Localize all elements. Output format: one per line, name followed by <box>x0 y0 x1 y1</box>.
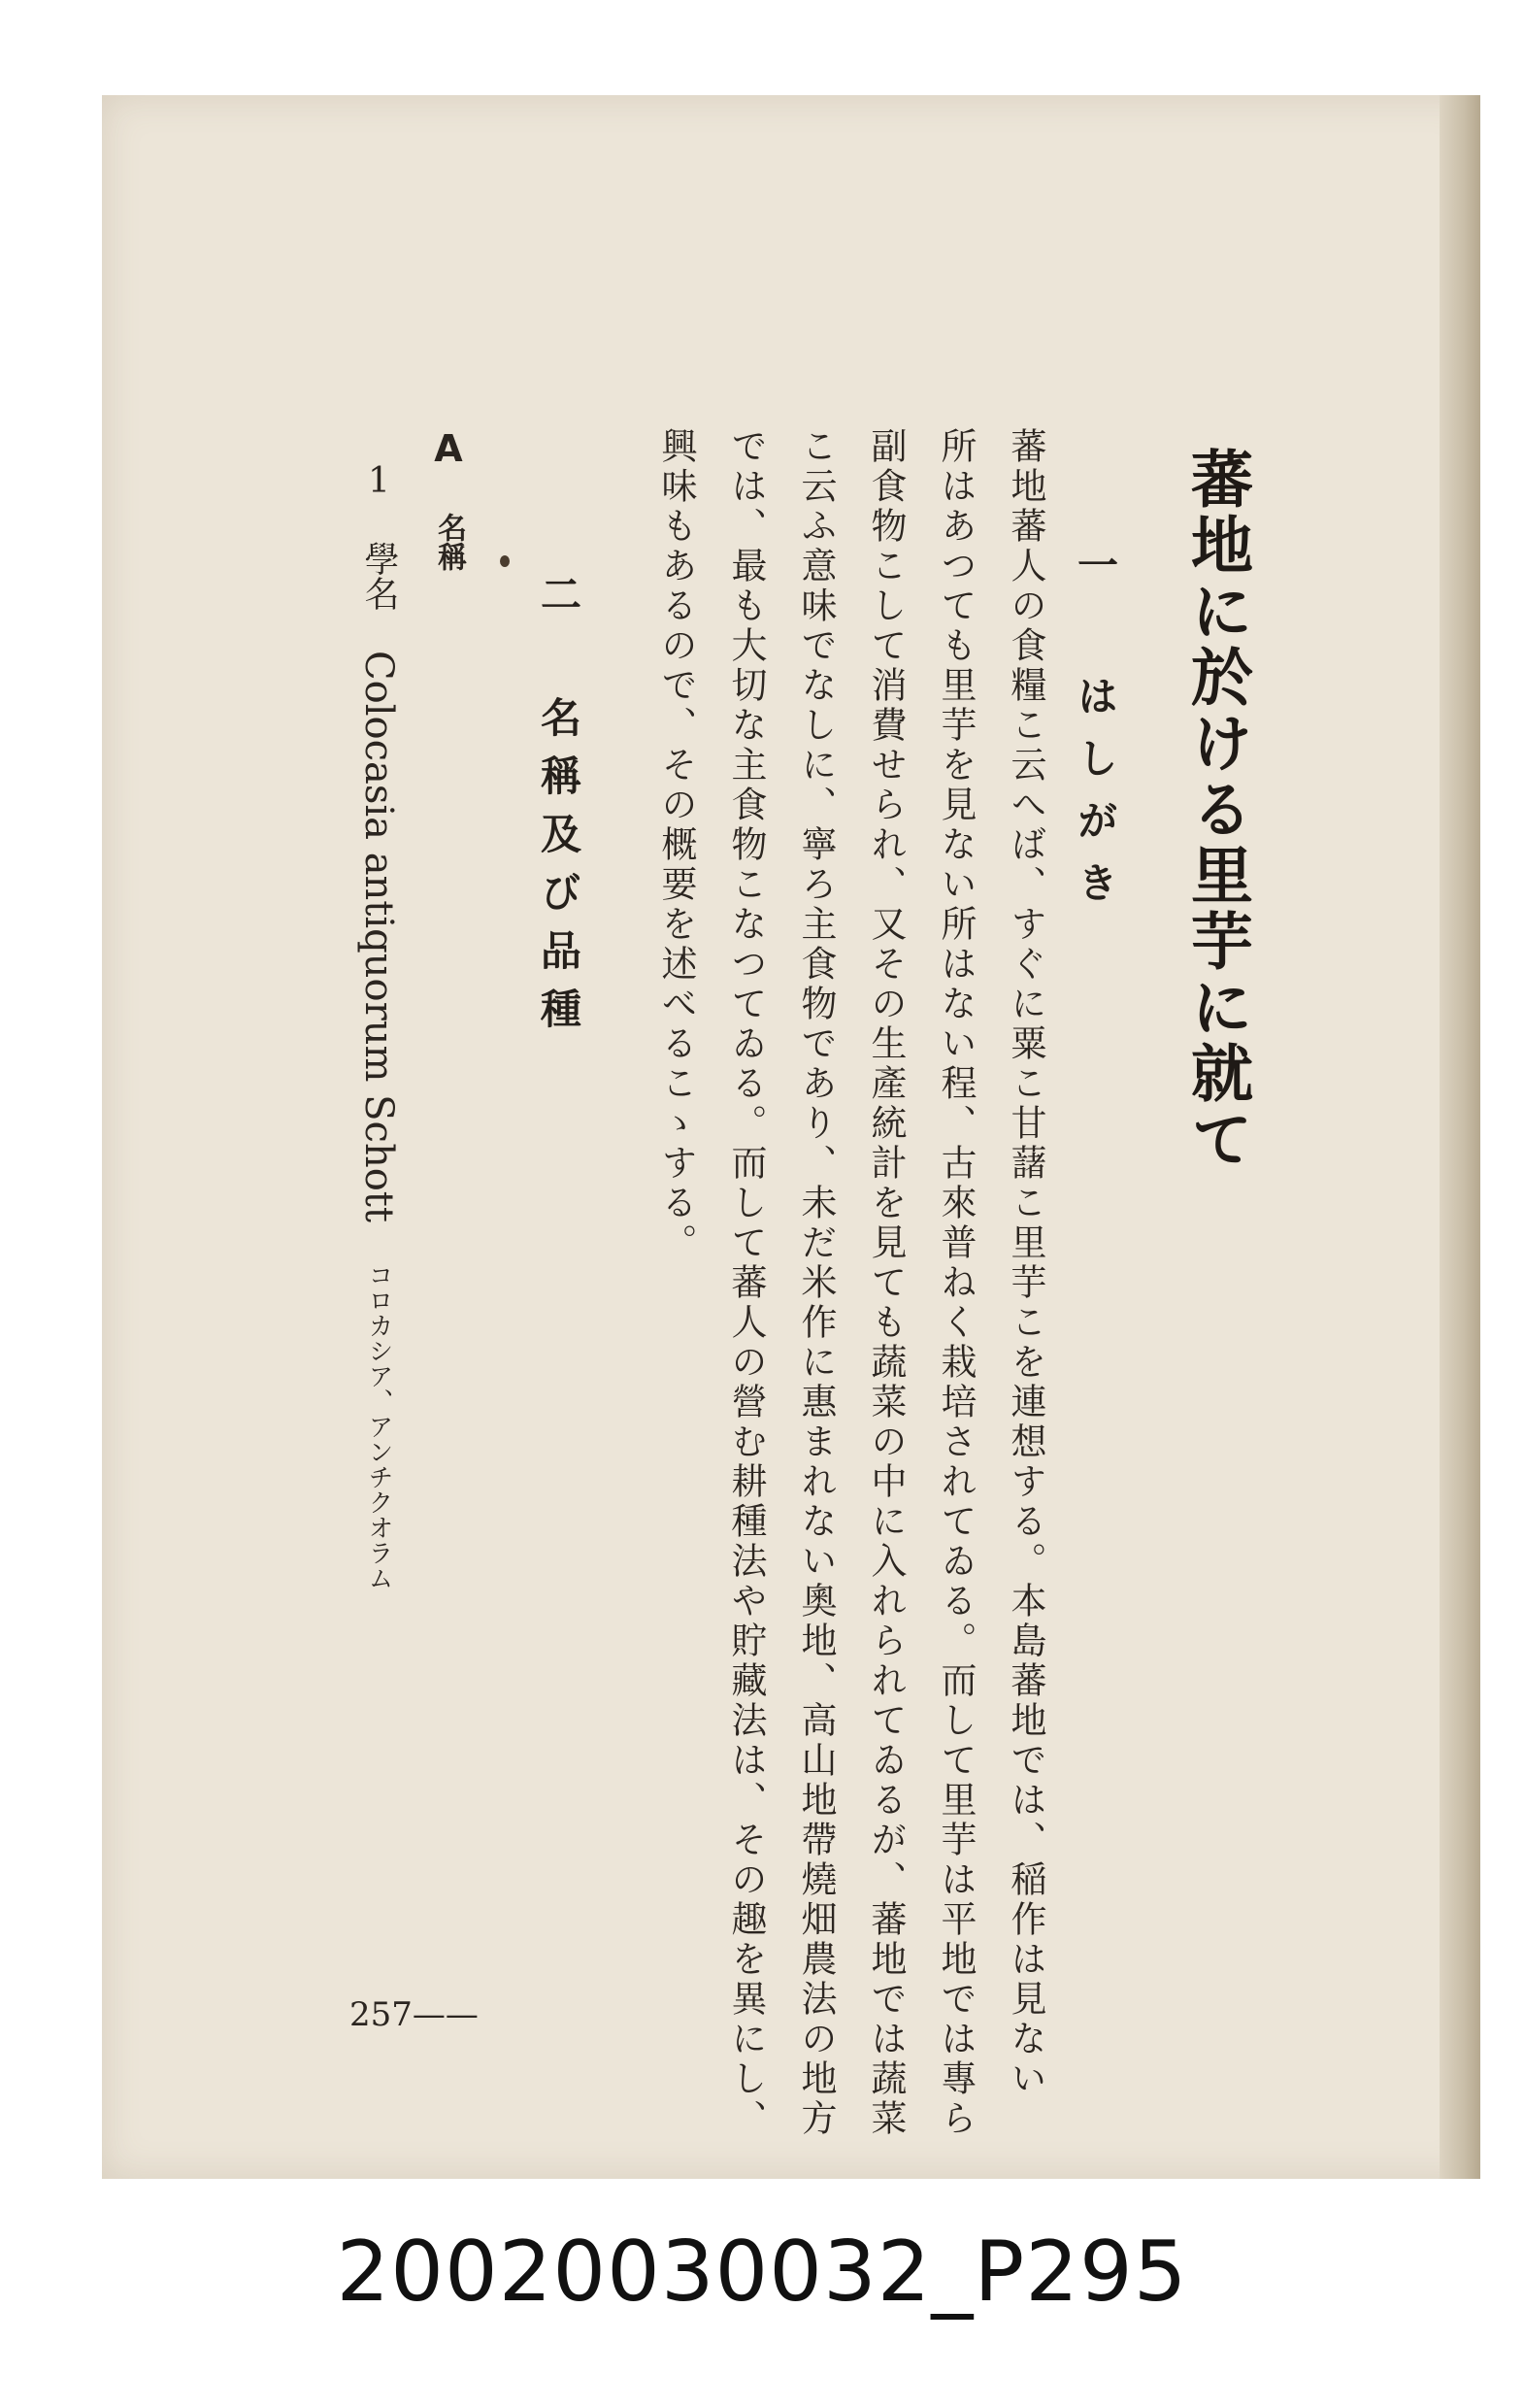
item-number: 1 <box>359 461 399 501</box>
item-scientific-name <box>354 461 404 1590</box>
body-line-3: 副食物こして消費せられ、又その生產統計を見ても蔬菜の中に入れられてゐるが、蕃地では蔬菜 <box>865 427 907 2139</box>
archive-id-caption: 20020030032_P295 <box>336 2224 1188 2321</box>
body-line-1: 蕃地蕃人の食糧こ云へば、すぐに粟こ甘藷こ里芋こを連想する。本島蕃地では、稲作は見ない <box>1005 427 1046 2099</box>
ink-dot <box>500 555 510 567</box>
subsection-label: 名稱 <box>432 513 466 571</box>
section-heading-intro: 一 はしがき <box>1072 544 1119 923</box>
body-line-5: では、最も大切な主食物こなつてゐる。而して蕃人の營む耕種法や貯藏法は、その趣を異にし、 <box>725 427 767 2139</box>
subsection-a <box>427 427 470 571</box>
latin-name: Colocasia antiquorum Schott <box>356 651 401 1222</box>
subsection-letter: A <box>427 427 470 470</box>
page-edge <box>1440 95 1480 2179</box>
body-line-6: 興味もあるので、その概要を述べるこゝする。 <box>655 427 697 1263</box>
page-number: 257—— <box>349 1995 479 2034</box>
item-label: 學名 <box>359 541 399 611</box>
section-heading-names: 二 名稱及び品種 <box>535 573 582 1046</box>
katakana-reading: コロカシア、アンチクオラム <box>364 1261 393 1590</box>
body-line-4: こ云ふ意味でなしに、寧ろ主食物であり、未だ米作に惠まれない奧地、高山地帶燒畑農法の地方 <box>795 427 837 2139</box>
body-line-2: 所はあつても里芋を見ない所はない程、古來普ねく栽培されてゐる。而して里芋は平地では專ら <box>935 427 977 2139</box>
page-title: 蕃地に於ける里芋に就て <box>1180 447 1252 1173</box>
